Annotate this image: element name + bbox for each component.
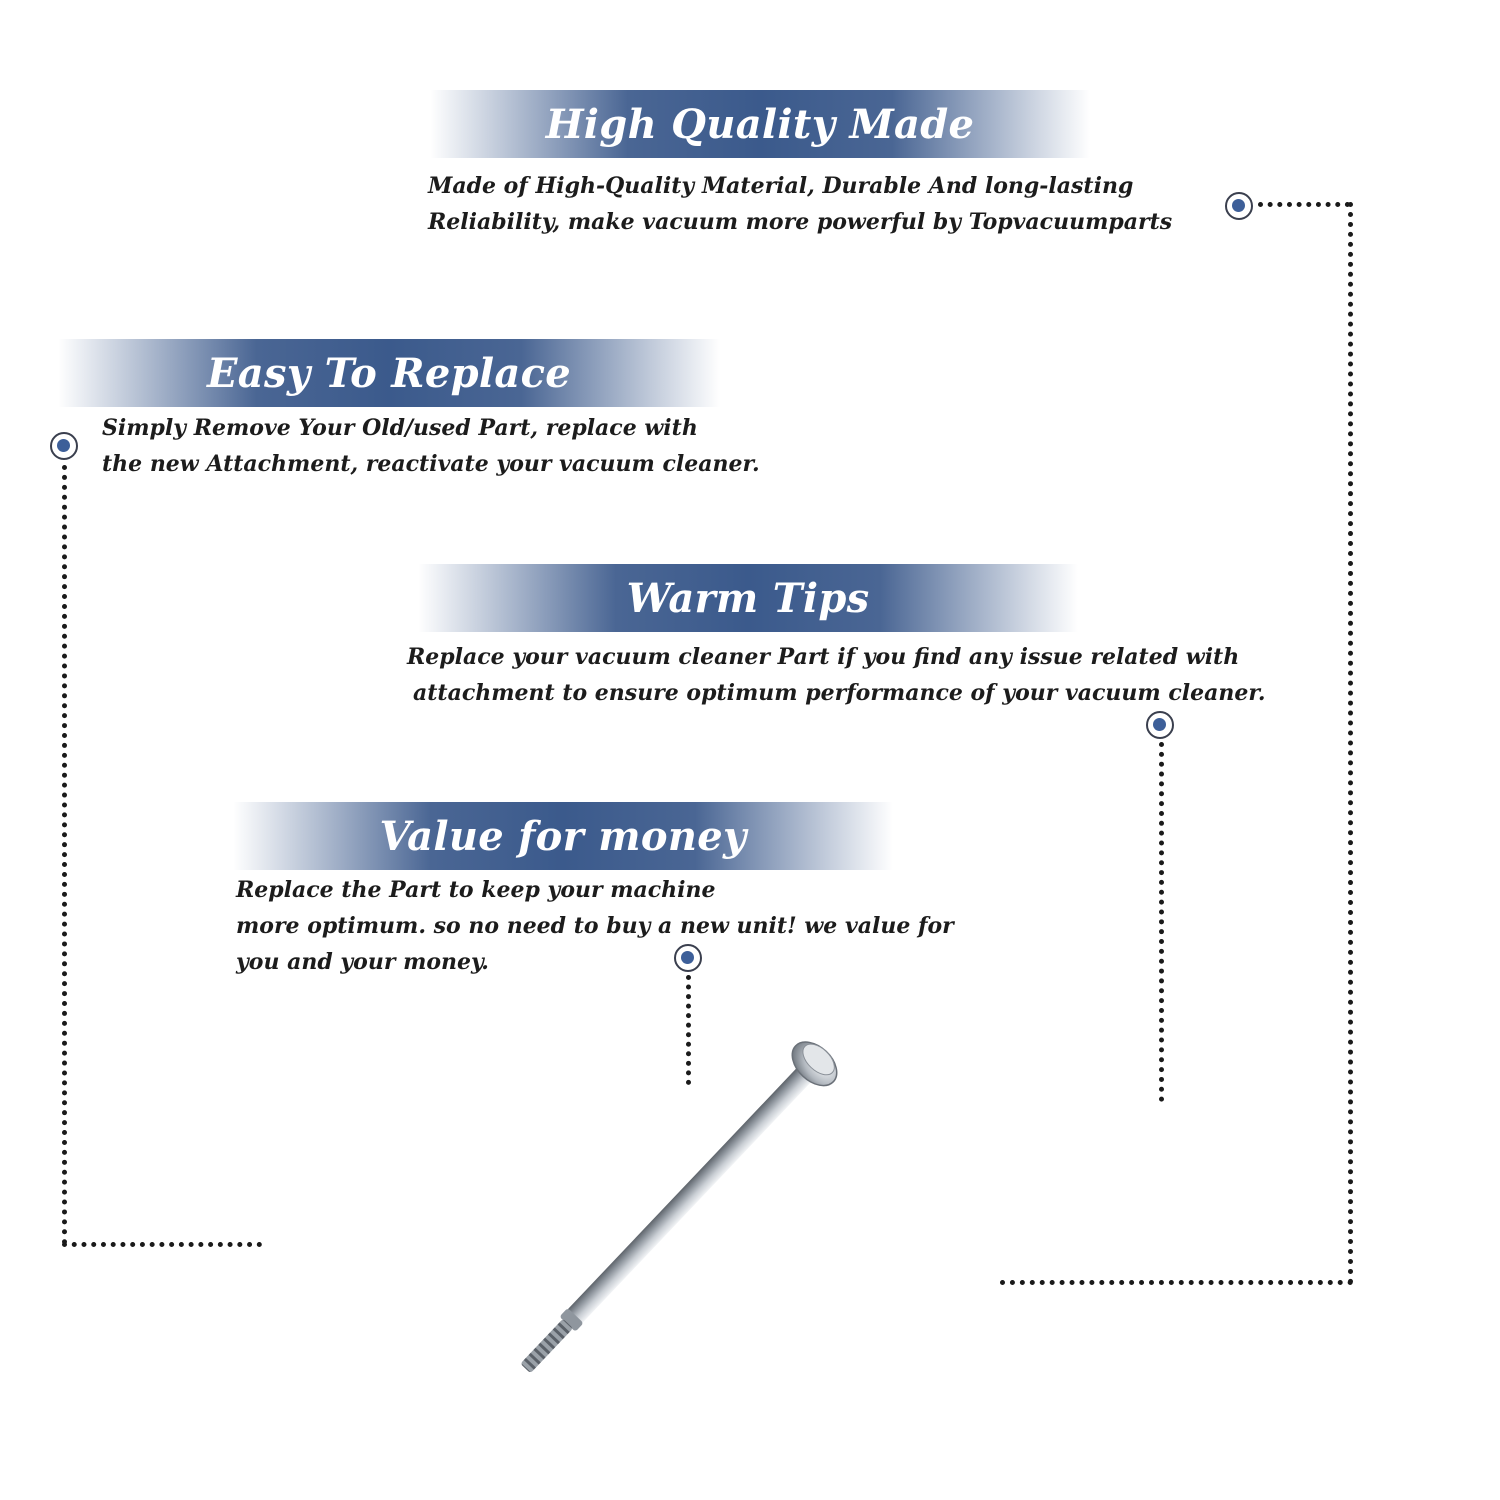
description-line: you and your money. [236, 949, 489, 975]
value-for-money-banner [233, 802, 893, 870]
easy-to-replace-title: Easy To Replace [207, 349, 571, 397]
description-line: Replace the Part to keep your machine [236, 877, 716, 903]
value-for-money-bullet-icon [674, 944, 702, 972]
description-line: Reliability, make vacuum more powerful by Topvacuumparts [428, 209, 1173, 235]
description-line: attachment to ensure optimum performance of your vacuum cleaner. [413, 680, 1266, 706]
high-quality-made-description [428, 168, 1172, 240]
warm-tips-title: Warm Tips [626, 574, 870, 622]
connector-left-vertical [62, 465, 67, 1245]
connector-top-horizontal [1258, 202, 1350, 207]
warm-tips-description [407, 639, 1266, 711]
warm-tips-bullet-icon [1146, 711, 1174, 739]
value-for-money-title: Value for money [379, 812, 747, 860]
value-for-money-description [236, 872, 954, 980]
connector-right-vertical [1348, 202, 1353, 1285]
high-quality-bullet-icon [1225, 192, 1253, 220]
description-line: more optimum. so no need to buy a new unit! we value for [236, 913, 954, 939]
vacuum-shaft-screw-image [380, 1000, 900, 1400]
description-line: Simply Remove Your Old/used Part, replace with [102, 415, 698, 441]
easy-to-replace-description [102, 410, 760, 482]
description-line: Made of High-Quality Material, Durable And long-lasting [428, 173, 1134, 199]
description-line: Replace your vacuum cleaner Part if you find any issue related with [407, 644, 1240, 670]
description-line: the new Attachment, reactivate your vacuum cleaner. [102, 451, 760, 477]
easy-replace-bullet-icon [50, 432, 78, 460]
warm-tips-banner [418, 564, 1078, 632]
connector-bottom-left-horizontal [62, 1242, 262, 1247]
high-quality-made-banner [430, 90, 1090, 158]
connector-bottom-right-horizontal [1000, 1280, 1353, 1285]
high-quality-made-title: High Quality Made [545, 100, 975, 148]
easy-to-replace-banner [58, 339, 720, 407]
connector-warm-tips-vertical [1159, 742, 1164, 1102]
